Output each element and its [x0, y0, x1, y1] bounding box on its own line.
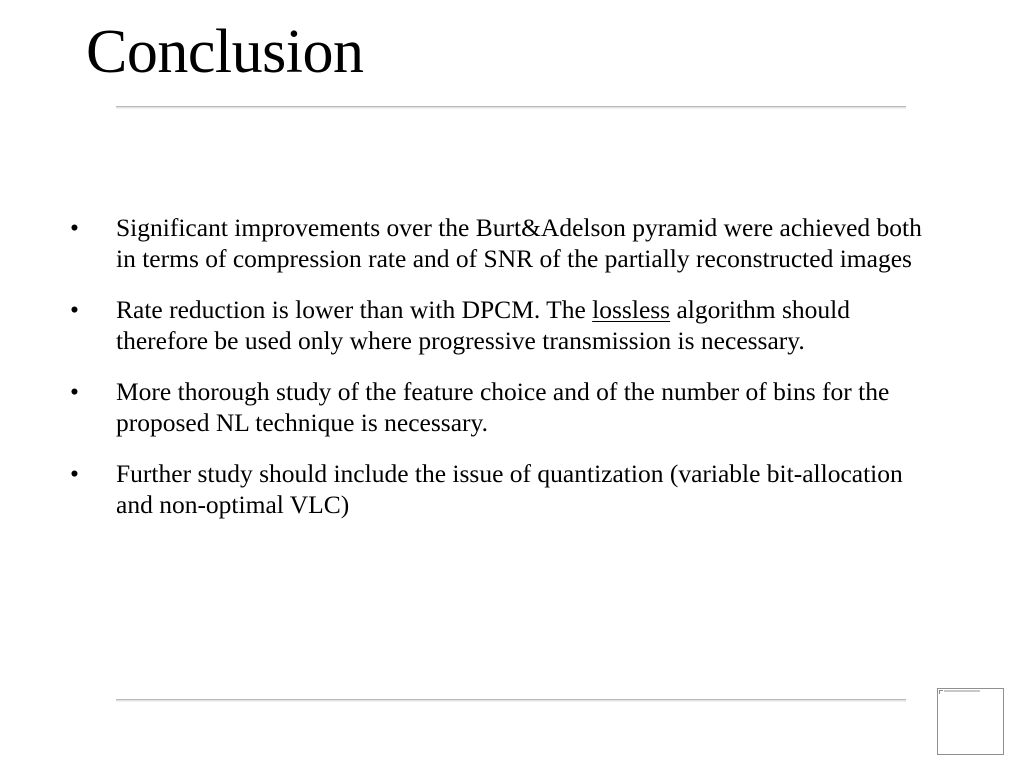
bullet-text-end: algorithm should therefore be used only where progressive transmission is necessary.	[116, 295, 851, 355]
bullet-marker: •	[70, 377, 79, 406]
title-divider	[116, 106, 906, 108]
bullet-item	[70, 458, 945, 520]
footer-divider	[116, 699, 906, 701]
bullet-marker: •	[70, 459, 79, 488]
bullet-item	[70, 294, 945, 356]
bullet-text: Further study should include the issue of quantization (variable bit-allocation and non-optimal VLC)	[116, 459, 903, 519]
broken-image-icon	[939, 690, 943, 694]
bullet-item	[70, 212, 945, 274]
bullet-item	[70, 376, 945, 438]
bullet-text	[116, 295, 850, 355]
slide-title: Conclusion	[86, 18, 364, 86]
bullet-marker: •	[70, 213, 79, 242]
embedded-thumbnail	[937, 688, 1004, 755]
bullet-text: More thorough study of the feature choice and of the number of bins for the proposed NL technique is necessary.	[116, 377, 890, 437]
bullet-text-start: Rate reduction is lower than with DPCM. The	[116, 295, 593, 324]
bullet-marker: •	[70, 295, 79, 324]
underlined-term: lossless	[592, 295, 671, 324]
bullet-list	[70, 212, 945, 540]
thumbnail-placeholder	[944, 690, 980, 692]
bullet-text: Significant improvements over the Burt&Adelson pyramid were achieved both in terms of compression rate and of SNR of the partially reconstructed images	[116, 213, 922, 273]
